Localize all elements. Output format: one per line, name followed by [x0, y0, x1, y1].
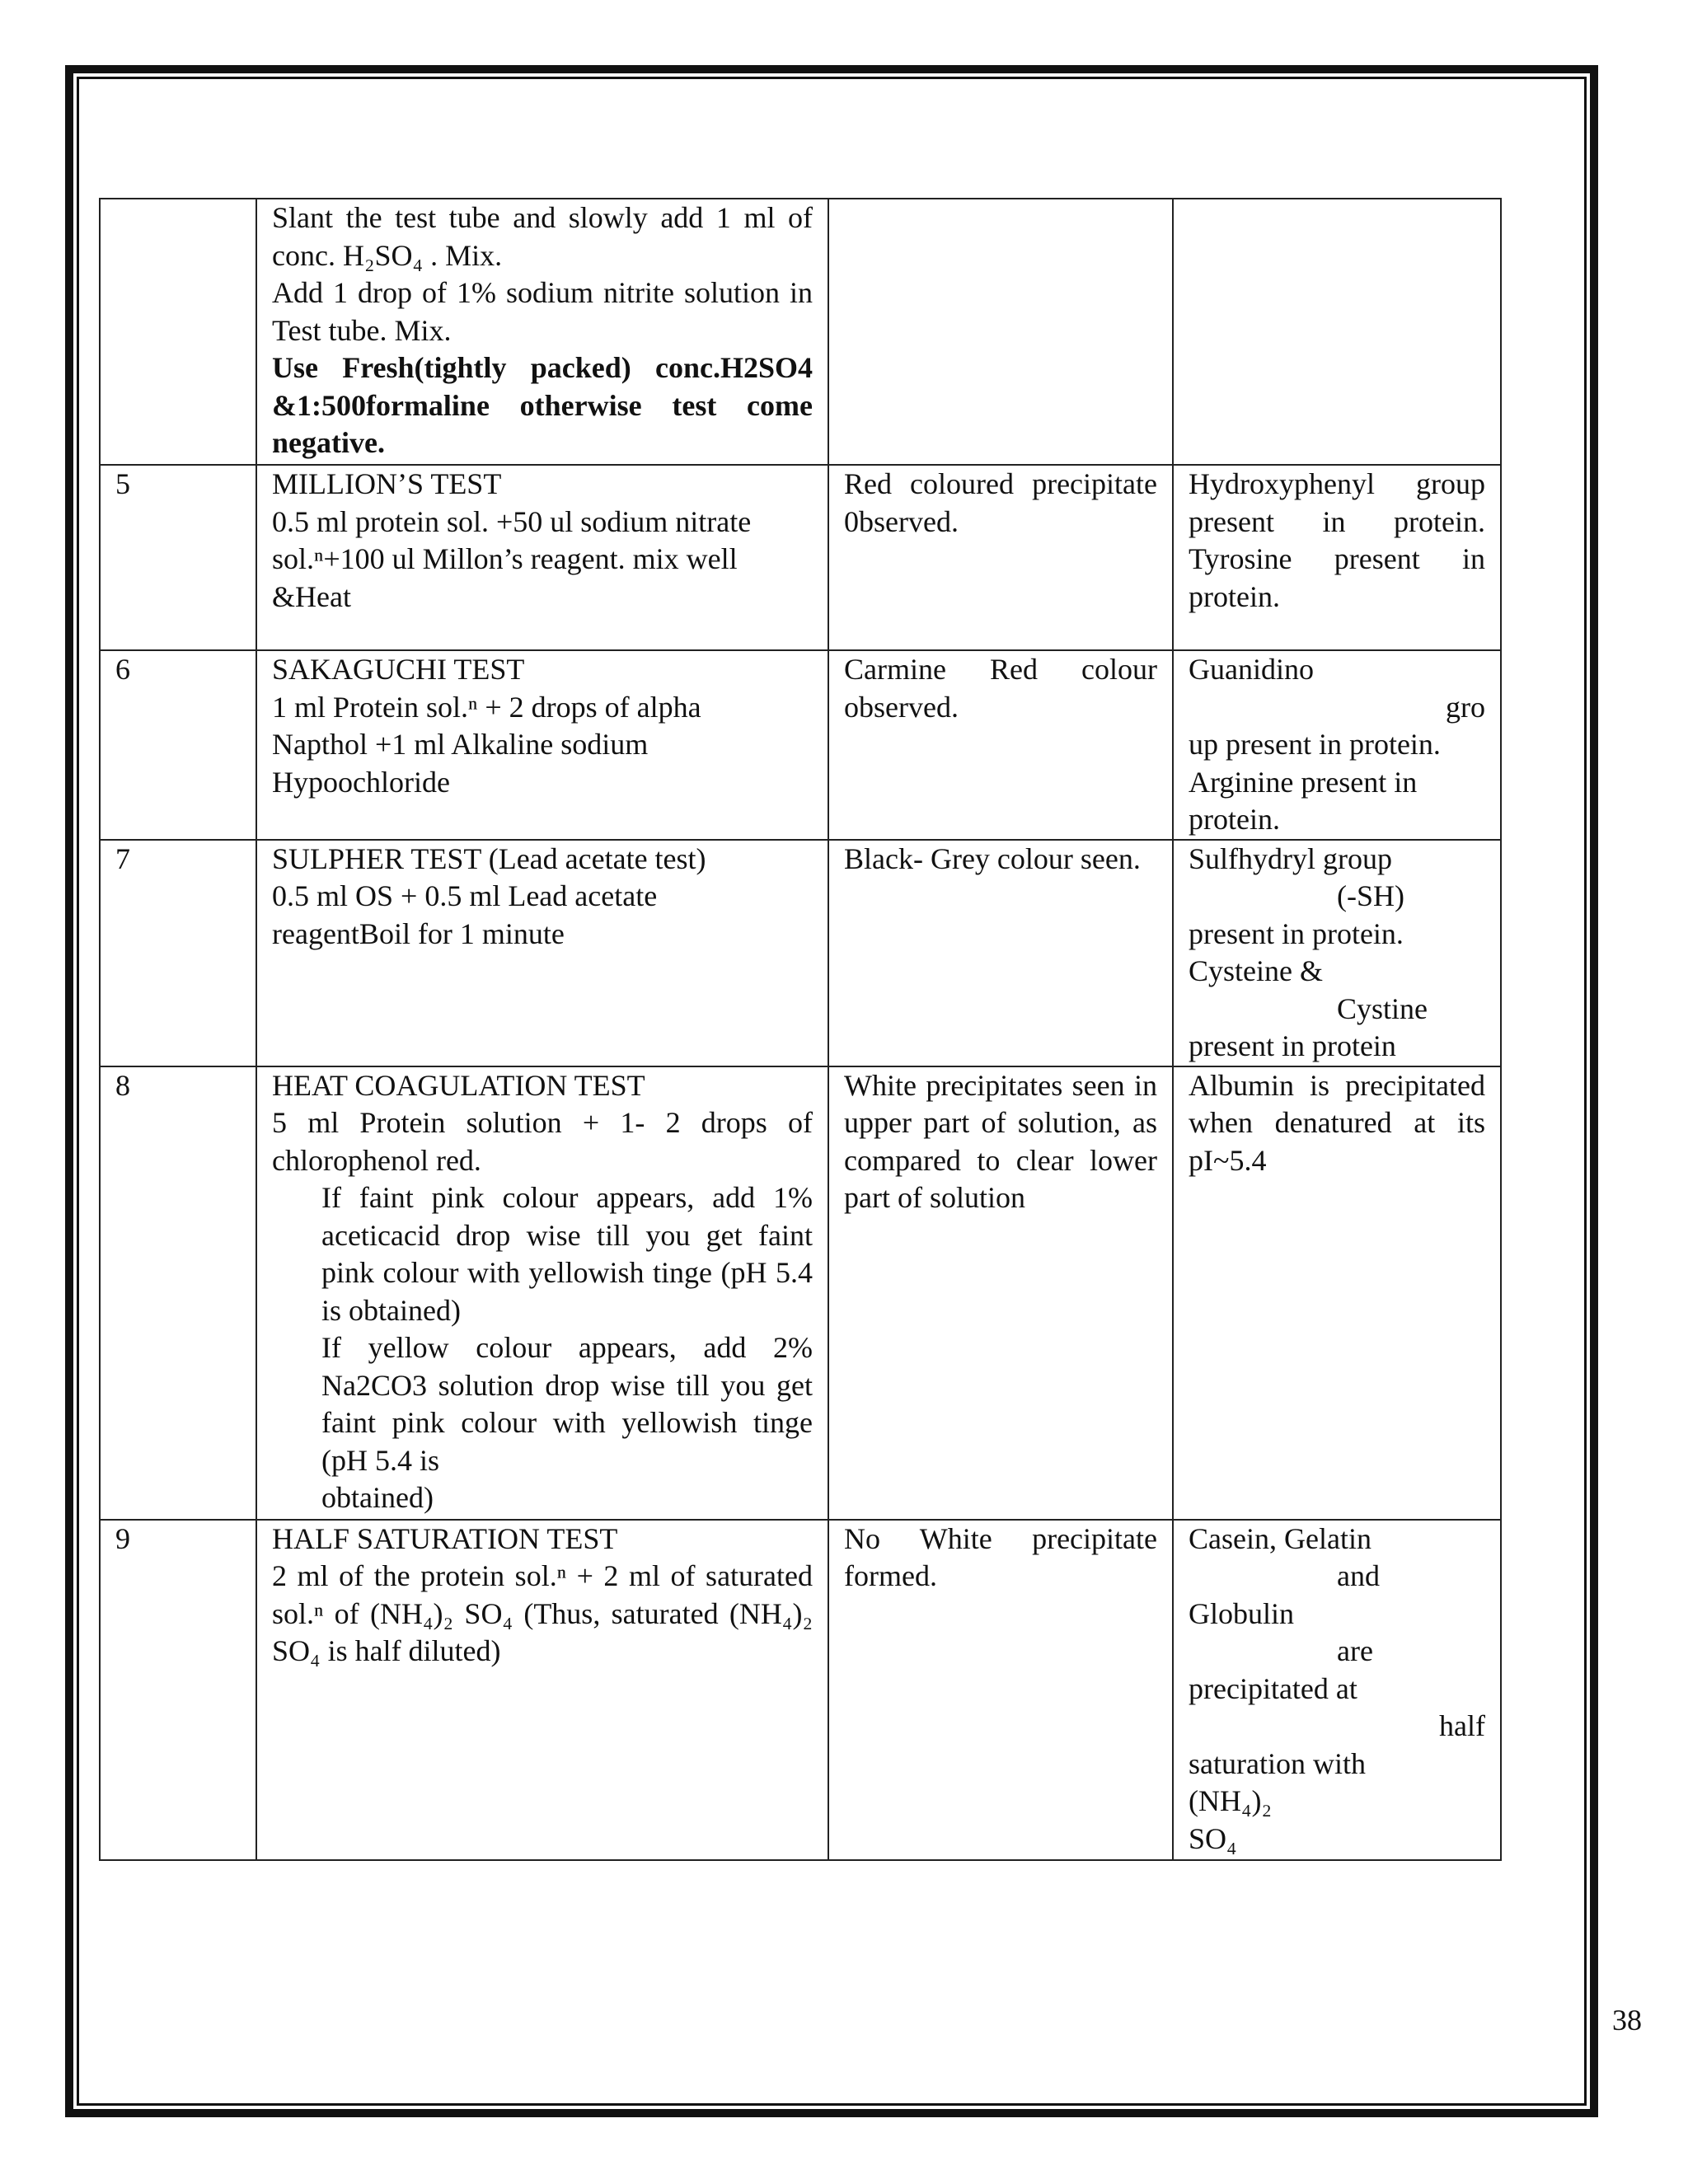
inference-line: half — [1439, 1709, 1485, 1742]
inference-line: present in protein — [1189, 1029, 1396, 1062]
test-number-cell: 5 — [100, 465, 256, 650]
procedure-cell — [256, 199, 828, 465]
procedure-text: 2 ml of the protein sol.ⁿ + 2 ml of saturated sol.ⁿ of (NH₄)₂ SO₄ (Thus, saturated (NH₄)₂ SO₄ is half diluted) — [272, 1559, 813, 1667]
procedure-step: sol.ⁿ+100 ul Millon’s reagent. mix well &Heat — [272, 542, 738, 613]
observation-cell: Red coloured precipitate 0bserved. — [828, 465, 1173, 650]
procedure-step: 0.5 ml protein sol. +50 ul sodium nitrate — [272, 504, 752, 538]
observation-cell: No White precipitate formed. — [828, 1520, 1173, 1860]
procedure-cell — [256, 465, 828, 650]
inference-line: up present in protein. — [1189, 728, 1441, 761]
inference-line: Guanidino — [1189, 653, 1314, 686]
test-title: HALF SATURATION TEST — [272, 1521, 618, 1555]
table-row — [100, 650, 1501, 840]
inference-cell — [1173, 1520, 1501, 1860]
inference-cell — [1173, 650, 1501, 840]
procedure-cell — [256, 1520, 828, 1860]
inference-line: are — [1337, 1634, 1373, 1667]
test-number-cell: 6 — [100, 650, 256, 840]
procedure-line: Napthol +1 ml Alkaline sodium — [272, 728, 649, 761]
inference-cell — [1173, 840, 1501, 1066]
observation-cell: Black- Grey colour seen. — [828, 840, 1173, 1066]
table-row — [100, 1520, 1501, 1860]
inference-line: Casein, Gelatin — [1189, 1521, 1372, 1555]
table-row — [100, 840, 1501, 1066]
table-row — [100, 465, 1501, 650]
inference-line: Sulfhydryl group — [1189, 841, 1392, 875]
observation-cell — [828, 199, 1173, 465]
observation-cell: White precipitates seen in upper part of solution, as compared to clear lower part of solution — [828, 1066, 1173, 1520]
table-row — [100, 1066, 1501, 1520]
test-number-cell — [100, 199, 256, 465]
test-number-cell: 9 — [100, 1520, 256, 1860]
inference-cell: Albumin is precipitated when denatured at its pI~5.4 — [1173, 1066, 1501, 1520]
procedure-intro: 5 ml Protein solution + 1- 2 drops of chlorophenol red. — [272, 1106, 813, 1177]
test-title: HEAT COAGULATION TEST — [272, 1068, 645, 1102]
inference-line: precipitated at — [1189, 1671, 1357, 1705]
table-row — [100, 199, 1501, 465]
inference-line: Cysteine & — [1189, 954, 1323, 987]
inference-line: and — [1337, 1559, 1380, 1592]
test-number-cell: 7 — [100, 840, 256, 1066]
procedure-line: Hypoochloride — [272, 765, 450, 799]
test-title: MILLION’S TEST — [272, 467, 502, 500]
procedure-step: Add 1 drop of 1% sodium nitrite solution in Test tube. Mix. — [272, 276, 813, 347]
observation-cell: Carmine Red colour observed. — [828, 650, 1173, 840]
procedure-line: 1 ml Protein sol.ⁿ + 2 drops of alpha — [272, 690, 701, 724]
procedure-line: 0.5 ml OS + 0.5 ml Lead acetate — [272, 879, 658, 912]
procedure-note: Use Fresh(tightly packed) conc.H2SO4 &1:500formaline otherwise test come negative. — [272, 351, 813, 459]
page-number: 38 — [1612, 2004, 1642, 2036]
inference-line: Globulin — [1189, 1596, 1295, 1630]
inference-line: gro — [1446, 690, 1485, 724]
inference-line: Cystine — [1337, 991, 1428, 1025]
test-title: SULPHER TEST (Lead acetate test) — [272, 841, 706, 875]
test-title: SAKAGUCHI TEST — [272, 653, 525, 686]
procedure-step: If yellow colour appears, add 2% Na2CO3 solution drop wise till you get faint pink colour with yellowish tinge (pH 5.4 is — [321, 1331, 813, 1477]
test-number-cell: 8 — [100, 1066, 256, 1520]
inference-line: (NH₄)₂ — [1189, 1784, 1273, 1817]
inference-line: saturation with — [1189, 1746, 1366, 1780]
inference-line: (-SH) — [1337, 879, 1404, 912]
inference-cell — [1173, 199, 1501, 465]
procedure-cell — [256, 840, 828, 1066]
procedure-step: If faint pink colour appears, add 1% aceticacid drop wise till you get faint pink colour with yellowish tinge (pH 5.4 is obtained) — [321, 1181, 813, 1327]
inference-cell: Hydroxyphenyl group present in protein. Tyrosine present in protein. — [1173, 465, 1501, 650]
inference-line: present in protein. — [1189, 916, 1404, 950]
procedure-cell — [256, 1066, 828, 1520]
procedure-line: reagentBoil for 1 minute — [272, 916, 565, 950]
procedure-step: Slant the test tube and slowly add 1 ml of conc. H₂SO₄ . Mix. — [272, 201, 813, 272]
procedure-step: obtained) — [321, 1481, 434, 1514]
protein-tests-table — [99, 198, 1502, 1861]
inference-line: SO₄ — [1189, 1821, 1237, 1855]
inference-line: protein. — [1189, 803, 1280, 836]
procedure-cell — [256, 650, 828, 840]
inference-line: Arginine present in — [1189, 765, 1418, 799]
